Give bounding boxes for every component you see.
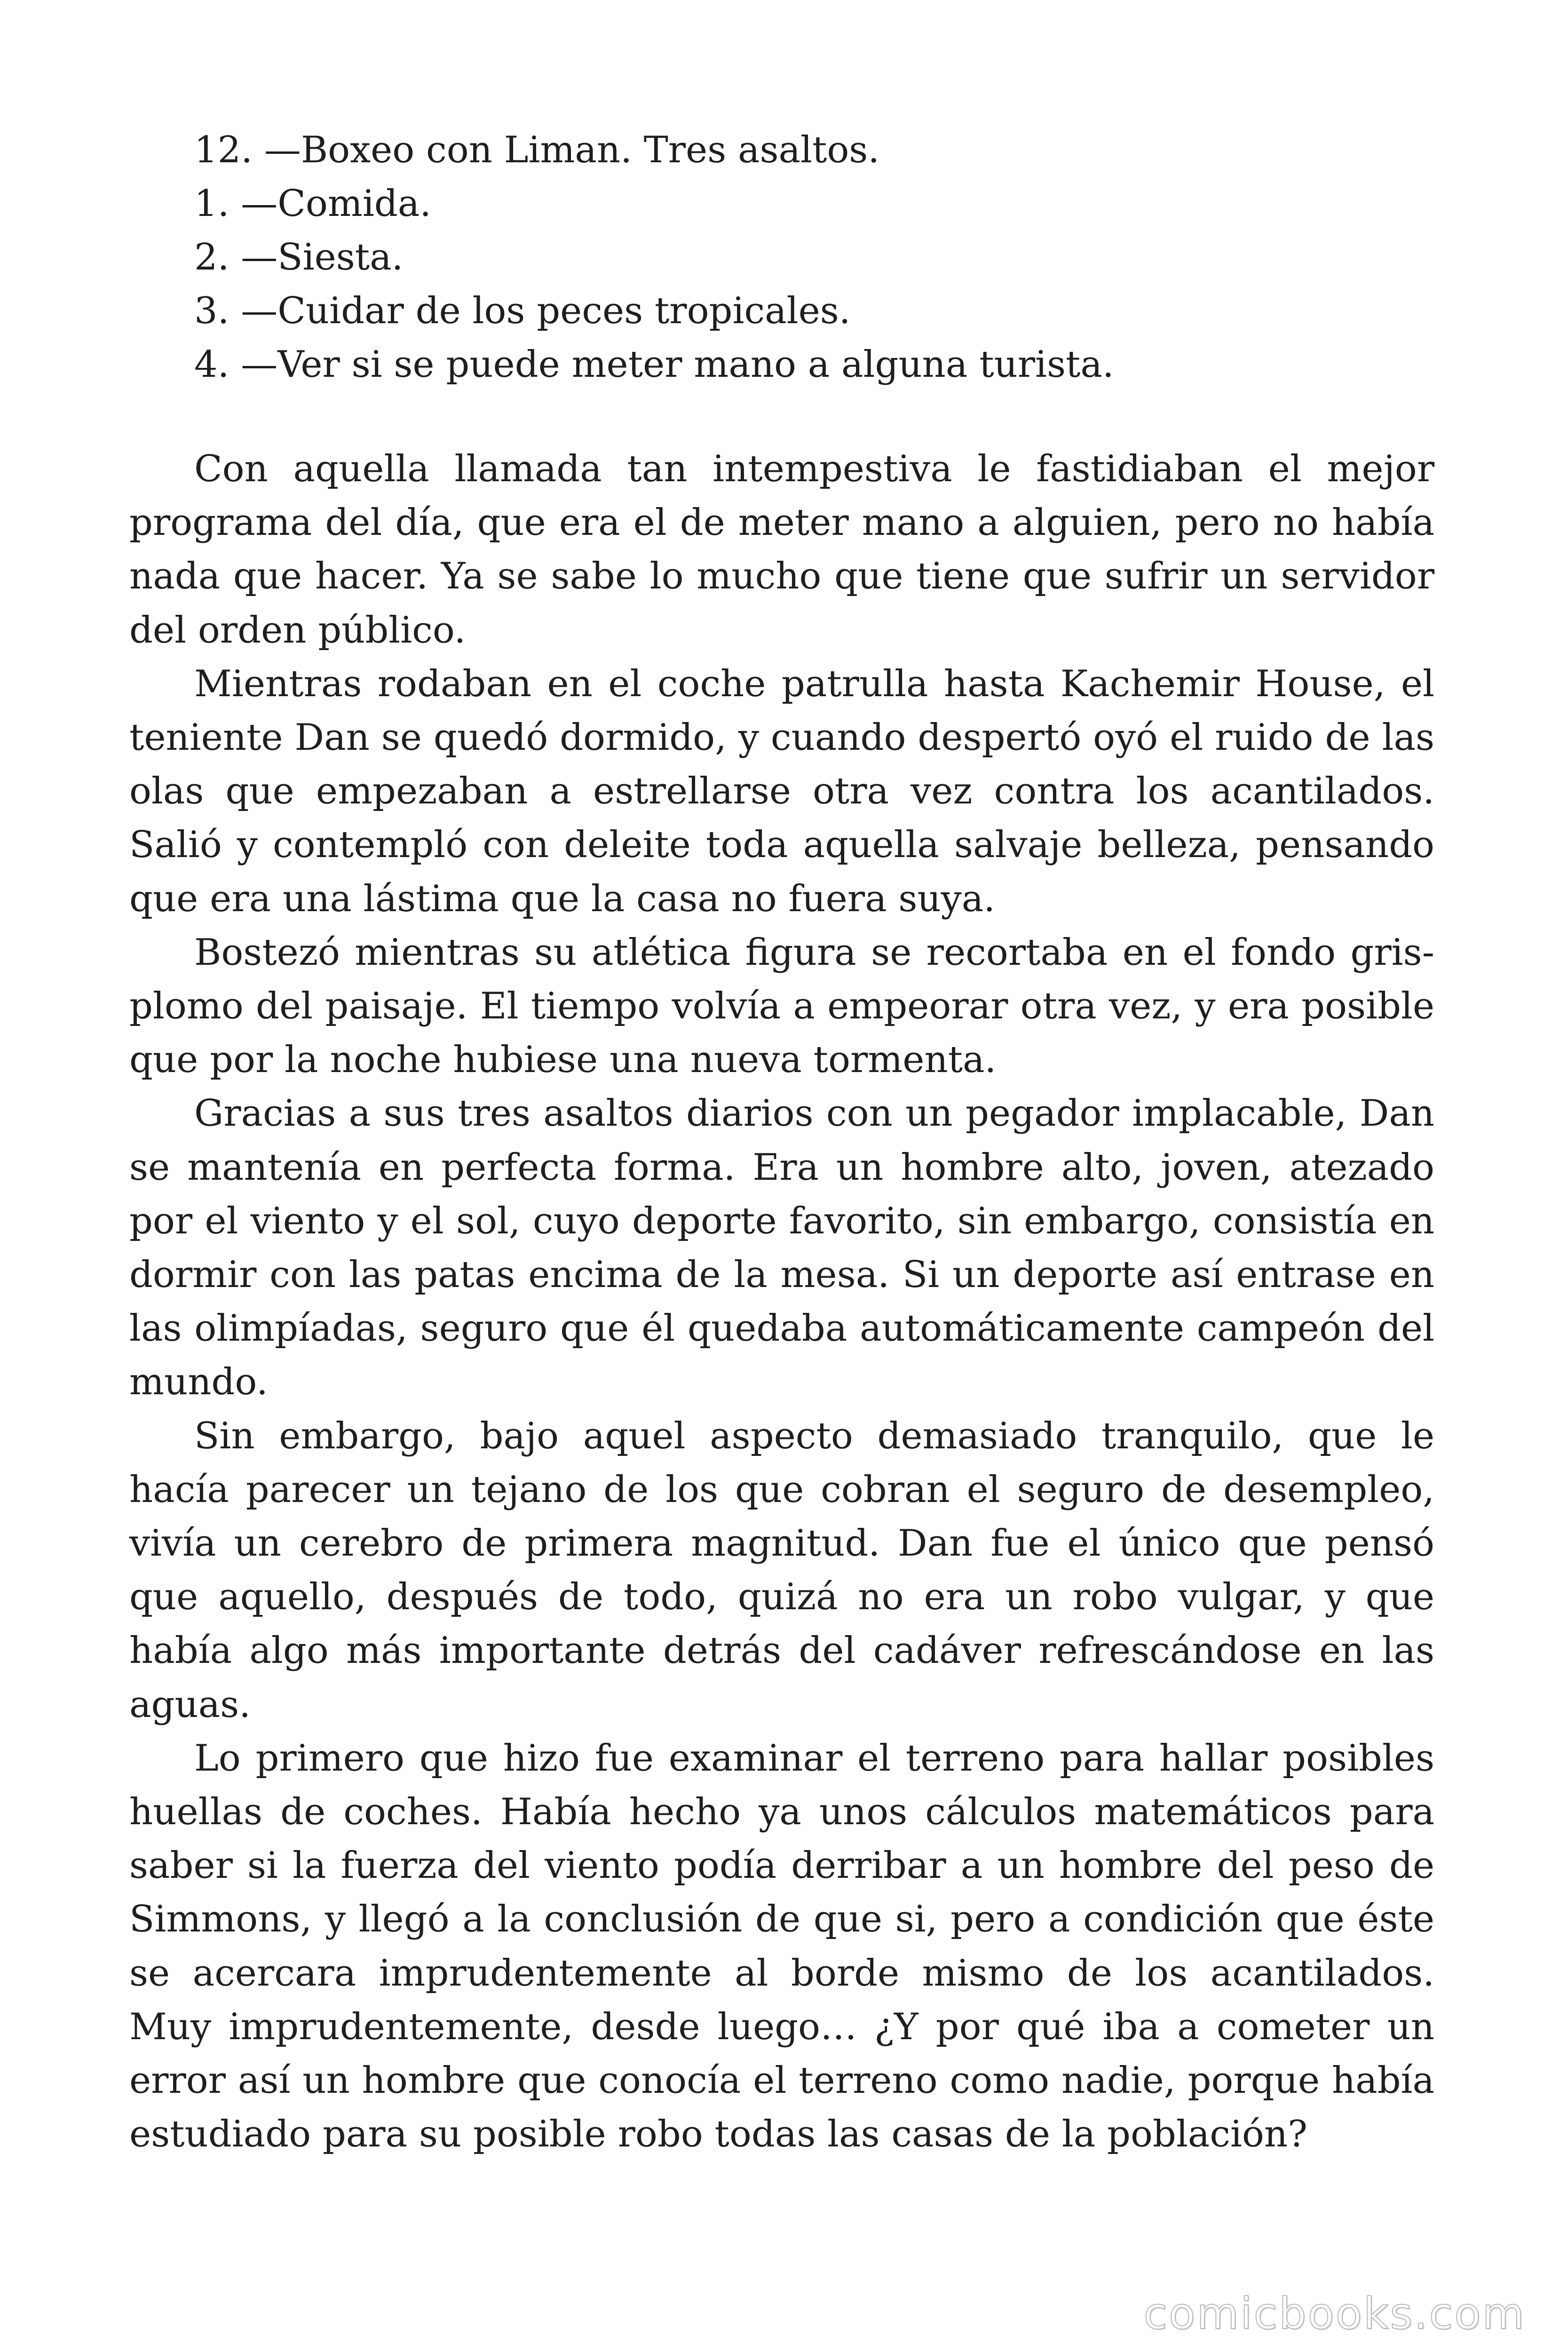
paragraph: Sin embargo, bajo aquel aspecto demasiado tranquilo, que le hacía parecer un tejano de los que cobran el seguro de desempleo, vivía un cerebro de primera magnitud. Dan fue el único que pensó que aquello, después de todo, quizá no era un robo vulgar, y que había algo más importante detrás del cadáver refrescándose en las aguas. [129, 1414, 1434, 1726]
schedule-item: 1. —Comida. [194, 183, 431, 225]
paragraph: Bostezó mientras su atlética figura se recortaba en el fondo gris-plomo del paisaje. El tiempo volvía a empeorar otra vez, y era posible que por la noche hubiese una nueva tormenta. [129, 931, 1434, 1081]
paragraph: Lo primero que hizo fue examinar el terreno para hallar posibles huellas de coches. Había hecho ya unos cálculos matemáticos para saber si la fuerza del viento podía derribar a un hombre del peso de Simmons, y llegó a la conclusión de que si, pero a condición que éste se acercara imprudentemente al borde mismo de los acantilados. Muy imprudentemente, desde luego… ¿Y por qué iba a cometer un error así un hombre que conocía el terreno como nadie, porque había estudiado para su posible robo todas las casas de la población? [129, 1737, 1434, 2156]
paragraph: Gracias a sus tres asaltos diarios con un pegador implacable, Dan se mantenía en perfecta forma. Era un hombre alto, joven, atezado por el viento y el sol, cuyo deporte favorito, sin embargo, consistía en dormir con las patas encima de la mesa. Si un deporte así entrase en las olimpíadas, seguro que él quedaba automáticamente campeón del mundo. [129, 1092, 1434, 1404]
watermark: comicbooks.com [1143, 2288, 1526, 2339]
schedule-list [194, 123, 1417, 391]
paragraph: Con aquella llamada tan intempestiva le fastidiaban el mejor programa del día, que era el de meter mano a alguien, pero no había nada que hacer. Ya se sabe lo mucho que tiene que sufrir un servidor del orden público. [129, 448, 1434, 652]
body-text [129, 442, 1434, 2161]
schedule-item: 4. —Ver si se puede meter mano a alguna turista. [194, 343, 1114, 386]
paragraph: Mientras rodaban en el coche patrulla hasta Kachemir House, el teniente Dan se quedó dormido, y cuando despertó oyó el ruido de las olas que empezaban a estrellarse otra vez contra los acantilados. Salió y contempló con deleite toda aquella salvaje belleza, pensando que era una lástima que la casa no fuera suya. [129, 662, 1434, 920]
schedule-item: 2. —Siesta. [194, 236, 404, 278]
schedule-item: 12. —Boxeo con Liman. Tres asaltos. [194, 129, 880, 171]
schedule-item: 3. —Cuidar de los peces tropicales. [194, 290, 851, 332]
